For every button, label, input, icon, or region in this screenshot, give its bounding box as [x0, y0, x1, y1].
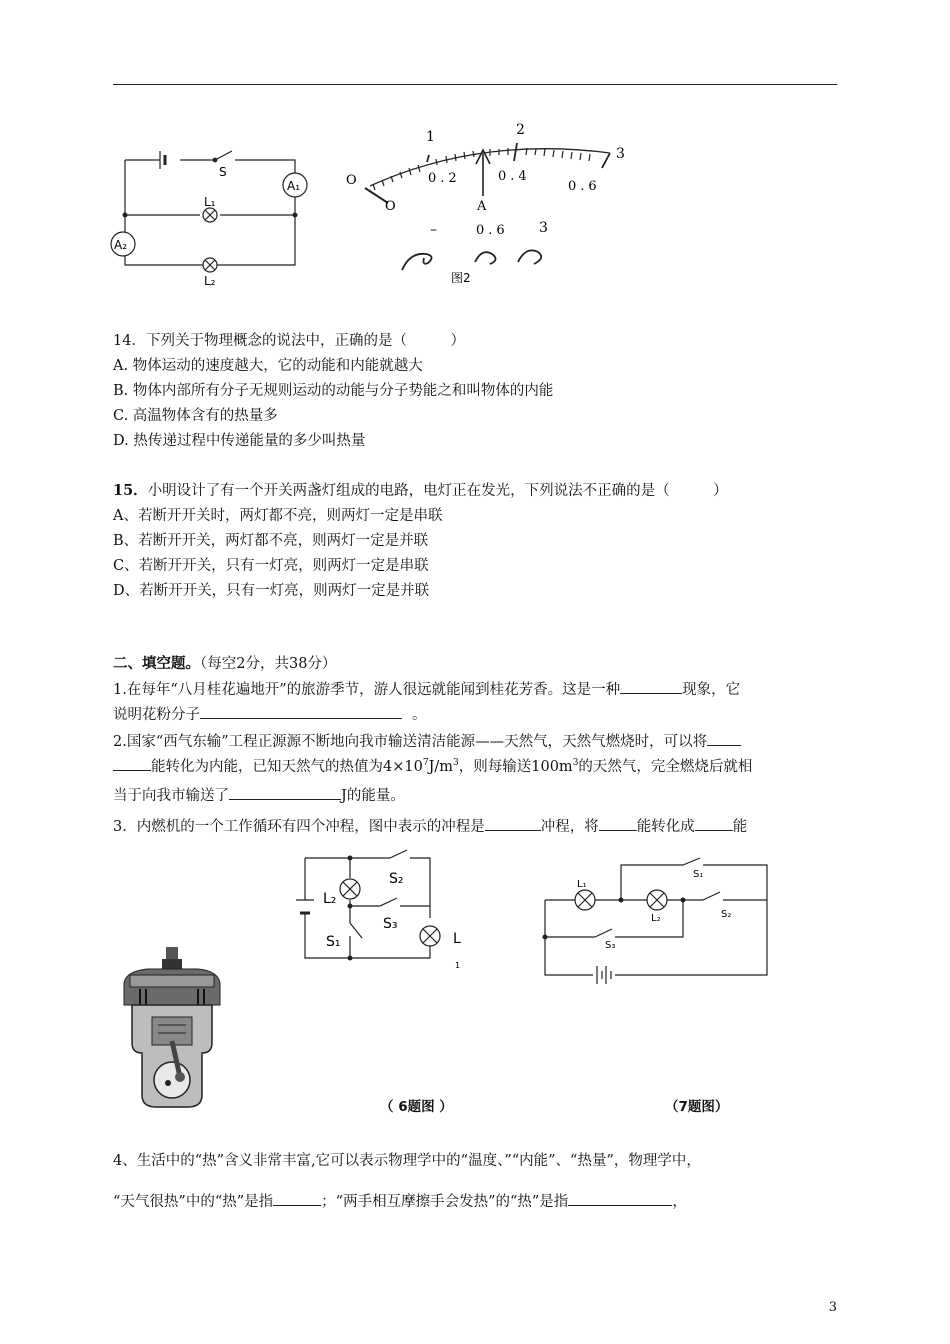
fill2-exp-3b: 3 [572, 758, 579, 769]
dial-inner-06: 0.6 [568, 179, 601, 194]
fill2-blank-a-cont[interactable] [113, 758, 151, 771]
fill2-line2 [113, 758, 752, 776]
dial-outer-2: 2 [516, 122, 525, 138]
ammeter-a2-label: A₂ [114, 238, 128, 252]
fill3-text-b: 冲程，将 [540, 819, 599, 835]
section2-note: （每空2分，共38分） [200, 656, 337, 672]
dial-outer-1: 1 [426, 129, 435, 145]
q14-stem: 14．下列关于物理概念的说法中，正确的是（ ） [113, 333, 465, 349]
dial-unit-label: A [477, 199, 487, 214]
ammeter-dial-figure [340, 118, 640, 288]
fill4-line2 [113, 1193, 687, 1211]
fill3-text-a: 3．内燃机的一个工作循环有四个冲程，图中表示的冲程是 [113, 819, 485, 835]
q14-option-b: B. 物体内部所有分子无规则运动的动能与分子势能之和叫物体的内能 [113, 383, 554, 399]
fill4-text-c: ， [672, 1194, 687, 1210]
circuit-figure-top [105, 140, 315, 288]
fig6-s1-label: S₁ [326, 934, 341, 950]
page-number: 3 [828, 1300, 837, 1315]
fill1-text-b: 现象，它 [682, 682, 741, 698]
section2-heading [113, 655, 336, 673]
fig7-s1-label: S₁ [693, 869, 704, 880]
q15-option-c: C、若断开开关，只有一灯亮，则两灯一定是串联 [113, 558, 429, 574]
fig7-s3-label: S₃ [605, 940, 616, 951]
lamp-l2-label: L₂ [204, 274, 216, 288]
dial-inner-04: 0.4 [498, 169, 531, 184]
lamp-l1-label: L₁ [204, 195, 216, 209]
terminal-3: 3 [539, 220, 548, 236]
fig6-caption: （ 6题图 ） [380, 1099, 453, 1115]
q14-option-a: A. 物体运动的速度越大，它的动能和内能就越大 [113, 358, 423, 374]
q14-option-c: C. 高温物体含有的热量多 [113, 408, 278, 424]
fig6-s2-label: S₂ [389, 871, 404, 887]
fill1-blank-a[interactable] [620, 681, 682, 694]
dial-inner-zero: O [385, 199, 396, 214]
fill2-blank-b[interactable] [229, 787, 341, 800]
switch-s-label: S [219, 165, 227, 179]
terminal-minus: – [430, 222, 437, 238]
fig7-caption: （7题图） [665, 1099, 729, 1115]
fill3-blank-a[interactable] [485, 818, 541, 831]
fig7-s2-label: S₂ [721, 909, 732, 920]
fig6-l1-label: L [453, 931, 461, 947]
fill2-text-e: 的天然气，完全燃烧后就相 [578, 759, 753, 775]
fill3-blank-b[interactable] [599, 818, 637, 831]
ammeter-a1-label: A₁ [287, 179, 301, 193]
fill2-text-g: J的能量。 [341, 788, 405, 804]
fill3-line [113, 818, 747, 836]
fig6-l2-label: L₂ [323, 891, 337, 907]
fill4-blank-b[interactable] [568, 1193, 672, 1206]
fill3-text-c: 能转化成 [636, 819, 695, 835]
fill2-exp-7: 7 [422, 758, 429, 769]
fill2-line3 [113, 787, 405, 805]
q15-option-b: B、若断开开关，两灯都不亮，则两灯一定是并联 [113, 533, 429, 549]
fill1-text-d: 。 [412, 707, 427, 723]
fill3-blank-c[interactable] [695, 818, 733, 831]
fill2-exp-3a: 3 [453, 758, 459, 769]
header-rule [113, 84, 837, 85]
figure2-caption: 图2 [451, 271, 471, 285]
fig6-l1-sub: 1 [455, 961, 461, 970]
q15-option-d: D、若断开开关，只有一灯亮，则两灯一定是并联 [113, 583, 430, 599]
fill4-line1: 4、生活中的“热”含义非常丰富,它可以表示物理学中的“温度、”“内能”、“热量”，物理学中， [113, 1153, 701, 1169]
fill4-text-b: ；“两手相互摩擦手会发热”的“热”是指 [321, 1194, 569, 1210]
fill2-text-a: 2.国家“西气东输”工程正源源不断地向我市输送清洁能源——天然气，天然气燃烧时，可以将 [113, 734, 708, 750]
circuit-figure-7 [535, 855, 775, 985]
terminal-06: 0.6 [476, 223, 509, 238]
fill1-text-c: 说明花粉分子 [113, 707, 200, 723]
fill2-blank-a[interactable] [707, 733, 741, 746]
fill2-text-d: ，则每输送100m [458, 759, 573, 775]
q14-option-d: D. 热传递过程中传递能量的多少叫热量 [113, 433, 366, 449]
section2-title: 二、填空题。 [113, 655, 200, 672]
q15-stem [113, 482, 728, 500]
fill1-line1 [113, 681, 740, 699]
fill4-blank-a[interactable] [273, 1193, 321, 1206]
fill2-text-b: 能转化为内能，已知天然气的热值为4×10 [151, 759, 423, 775]
dial-outer-3: 3 [616, 146, 625, 162]
fill2-line1 [113, 733, 741, 751]
q15-text: 小明设计了有一个开关两盏灯组成的电路，电灯正在发光，下列说法不正确的是（ ） [147, 483, 728, 499]
fill2-text-c: J/m [428, 759, 454, 775]
fill1-text-a: 1.在每年“八月桂花遍地开”的旅游季节，游人很远就能闻到桂花芳香。这是一种 [113, 682, 621, 698]
fill1-blank-b[interactable] [200, 706, 402, 719]
fig7-l1-label: L₁ [577, 879, 587, 890]
engine-cylinder-image [118, 945, 228, 1110]
fig7-l2-label: L₂ [651, 913, 661, 924]
fill4-text-a: “天气很热”中的“热”是指 [113, 1194, 274, 1210]
dial-outer-zero: O [346, 173, 357, 188]
fill3-text-d: 能 [732, 819, 748, 835]
q15-option-a: A、若断开开关时，两灯都不亮，则两灯一定是串联 [113, 508, 443, 524]
dial-inner-02: 0.2 [428, 171, 461, 186]
fill1-line2 [113, 706, 427, 724]
fig6-s3-label: S₃ [383, 916, 398, 932]
q15-number: 15． [113, 482, 148, 499]
circuit-figure-6 [290, 848, 475, 973]
fill2-text-f: 当于向我市输送了 [113, 788, 229, 804]
